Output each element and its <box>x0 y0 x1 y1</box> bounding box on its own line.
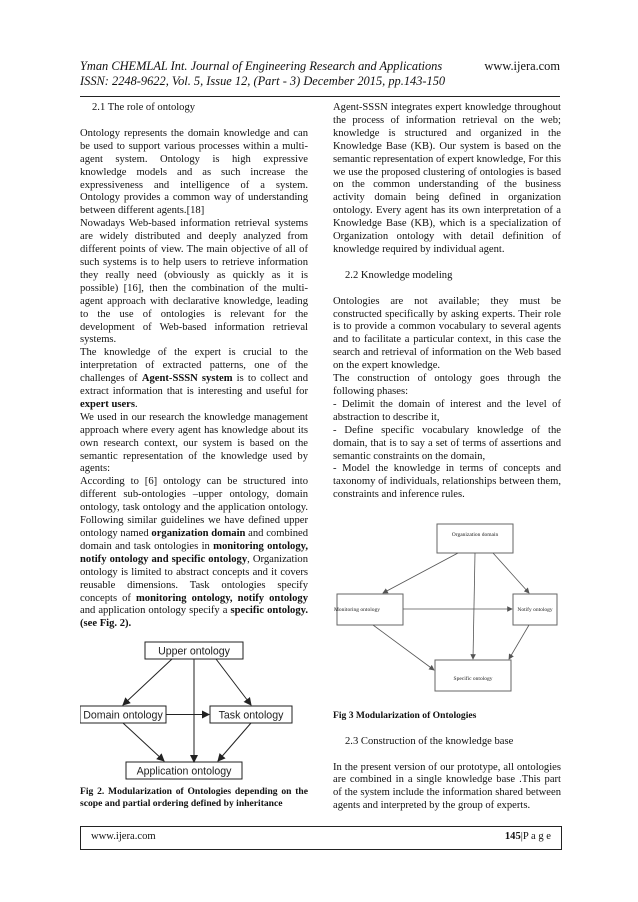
monitoring-ontology-label: Monitoring ontology <box>334 607 380 614</box>
page-footer <box>80 826 562 850</box>
figure-2-caption: Fig 2. Modularization of Ontologies depending on the scope and partial ordering defined by inheritance <box>80 786 308 809</box>
figure-3 <box>333 520 561 700</box>
issn-line: ISSN: 2248-9622, Vol. 5, Issue 12, (Part - 3) December 2015, pp.143-150 <box>80 74 446 88</box>
paragraph: In the present version of our prototype, all ontologies are combined in a single knowledge base .This part of the system include the information shared between agents and interpreted by the group of experts. <box>333 761 561 812</box>
org-to-notify-arrow <box>493 553 529 593</box>
organization-domain-label: Organization domain <box>451 532 499 539</box>
task-to-application-arrow <box>218 723 251 761</box>
monitoring-to-specific-arrow <box>373 625 434 670</box>
paragraph: We used in our research the knowledge management approach where every agent has knowledge about its own research context, our system is based on the semantic representation of the knowledge used by agents: <box>80 411 308 475</box>
task-ontology-label: Task ontology <box>218 709 284 722</box>
footer-website-link[interactable]: www.ijera.com <box>91 831 156 842</box>
paragraph: Nowadays Web-based information retrieval systems are widely distributed and deeply analyzed from different points of view. The main objective of all of such systems is to help users to retrieve information they really need (obviously as quickly as it is possible) [16], then the combination of the multi-agent approach with declarative knowledge, leading to the use of ontologies is relevant for the development of Web-based information retrieval systems. <box>80 218 308 346</box>
figure-2 <box>80 636 308 786</box>
list-item: - Model the knowledge in terms of concepts and taxonomy of individuals, relationships between them, constraints and inference rules. <box>333 463 561 501</box>
list-item: - Define specific vocabulary knowledge of the domain, that is to say a set of terms of assertions and semantic constraints on the domain, <box>333 424 561 462</box>
upper-to-task-arrow <box>216 659 251 705</box>
section-heading-2-2: 2.2 Knowledge modeling <box>345 269 453 281</box>
notify-ontology-label: Notify ontology <box>517 607 553 614</box>
domain-to-application-arrow <box>123 723 164 761</box>
figure-3-diagram <box>333 520 561 700</box>
paragraph: According to [6] ontology can be structured into different sub-ontologies –upper ontology, domain ontology, task ontology and the application ontology. Following similar guidelines we have defined upper ontology named organization domain and combined domain and task ontologies in monitoring ontology, notify ontology and specific ontology, Organization ontology is limited to abstract concepts and it covers reusable dimensions. Task ontologies specify concepts of monitoring ontology, notify ontology and application ontology specify a specific ontology. (see Fig. 2). <box>80 476 309 630</box>
paragraph: The construction of ontology goes through the following phases: <box>333 373 561 398</box>
right-column <box>333 102 561 813</box>
org-to-monitoring-arrow <box>383 553 458 593</box>
header-website-link[interactable]: www.ijera.com <box>484 59 560 73</box>
org-to-specific-arrow <box>473 553 475 659</box>
domain-ontology-label: Domain ontology <box>83 709 163 722</box>
left-column <box>80 102 308 809</box>
upper-ontology-label: Upper ontology <box>158 645 230 658</box>
section-heading-2-3: 2.3 Construction of the knowledge base <box>345 735 514 747</box>
running-header <box>80 59 560 89</box>
upper-to-domain-arrow <box>123 659 172 705</box>
paragraph: Agent-SSSN integrates expert knowledge throughout the process of information retrieval on the web; knowledge is structured and organized in the Knowledge Base (KB). Our system is based on the semantic representation of expert knowledge, For this we use the proposed clustering of ontologies is based on the common understanding of the business activity domain being defined in organization ontology. Every agent has its own interpretation of a Knowledge Base (KB), which is a specialization of Organization ontology with detail definition of knowledge required by individual agent. <box>333 102 561 255</box>
paragraph: Ontologies are not available; they must be constructed specifically by asking experts. Their role is to provide a common vocabulary to several agents and to facilitate a particular context, in this case the search and retrieval of information on the Web based on the expert knowledge. <box>333 295 561 372</box>
paragraph: The knowledge of the expert is crucial to the interpretation of extracted patterns, one of the challenges of Agent-SSSN system is to collect and extract information that is interesting and useful for expert users. <box>80 347 308 410</box>
section-heading-2-1: 2.1 The role of ontology <box>92 102 196 113</box>
application-ontology-label: Application ontology <box>136 765 232 778</box>
figure-3-caption: Fig 3 Modularization of Ontologies <box>333 710 477 722</box>
journal-line: Yman CHEMLAL Int. Journal of Engineering Research and Applications <box>80 59 443 73</box>
header-rule <box>80 96 560 97</box>
specific-ontology-label: Specific ontology <box>453 676 493 683</box>
organization-domain-box <box>437 524 513 553</box>
notify-to-specific-arrow <box>509 625 529 659</box>
paragraph: Ontology represents the domain knowledge and can be used to support various processes within a multi-agent system. Ontology is high expressive knowledge models and as such increase the expressiveness and intelligence of a system. Ontology provides a common way of understanding between different agents.[18] <box>80 127 308 217</box>
list-item: - Delimit the domain of interest and the level of abstraction to describe it, <box>333 398 561 423</box>
figure-2-diagram <box>80 636 308 786</box>
page-number: 145|P a g e <box>504 831 551 842</box>
